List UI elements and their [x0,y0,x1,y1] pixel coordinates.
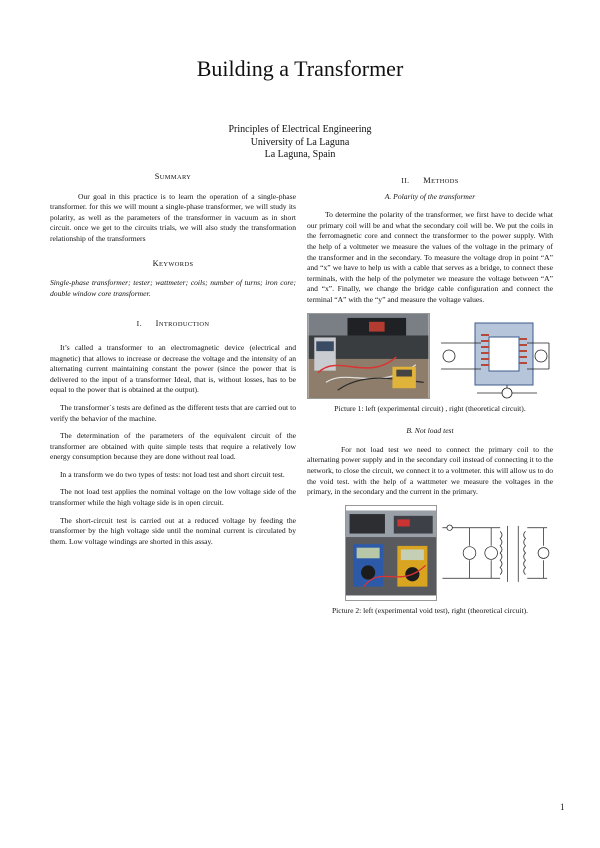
intro-paragraph: It’s called a transformer to an electromagnetic device (electrical and magnetic) that allows to increase or decrease the voltage and the intensity of an alternating current maintaining constant the power (since the power that is delivered to the input of a transformer Ideal, that is, without losses, has to be equal to the power that is obtained at the output). [50,342,296,395]
intro-paragraph: The not load test applies the nominal voltage on the low voltage side of the transformer while the high voltage side is in open circuit. [50,487,296,508]
intro-paragraph: The short-circuit test is carried out at a reduced voltage by feeding the transformer by the high voltage side until the nominal current is circulated by them. Low voltage windings are shorted in this assay. [50,515,296,546]
theoretical-void-circuit-diagram [437,505,551,601]
summary-text: Our goal in this practice is to learn the operation of a single-phase transformer. for this we will mount a single-phase transformer, we will study its polarity, as well as the parameters of the transformer in vacuum as in short circuit. once we get to the circuits trials, we will also study the transformation relationship of the transformers [50,191,296,243]
theoretical-circuit-diagram [437,313,553,399]
intro-paragraph: In a transform we do two types of tests: not load test and short circuit test. [60,469,285,479]
introduction-heading: I. INTRODUCTION [136,319,210,329]
experimental-void-test-photo [345,505,437,601]
figure-2 [345,505,551,601]
left-column [50,172,296,554]
polarity-paragraph: To determine the polarity of the transformer, we first have to decide what our primary coil will be and what the secondary coil will be. We put the coils in the ferromagnetic core and connect the transformer to the power supply. With the help of a voltmeter we measure the values of the voltage in the primary of the transformer and in the secondary. To measure the voltage drop in point “A” and “x” we have to help us with a cable that serves as a bridge, to connect these terminals, with the help of the polymeter we measure the voltage between “A” and “x”. Finally, we change the bridge cable configuration and connect the terminal “A” with the “y” and measure the voltage values. [307,210,553,304]
notload-paragraph: For not load test we need to connect the primary coil to the alternating power supply and in the secondary coil instead of connecting it to the network, to close the circuit, we connect it to a voltmeter. this will allow us to do the void test. with the help of a wattmeter we measure the voltages in the primary, in the secondary and the current in the primary. [307,444,553,497]
figure-2-caption: Picture 2: left (experimental void test), right (theoretical circuit). [331,605,529,615]
right-column [307,176,553,616]
figure-1-caption: Picture 1: left (experimental circuit) , right (theoretical circuit). [334,403,526,413]
keywords-text: Single-phase transformer; tester; wattmeter; coils; number of turns; iron core; double window core transformer. [50,278,296,298]
affiliation-line: University of La Laguna [250,136,350,148]
intro-paragraph: The determination of the parameters of the equivalent circuit of the transformer are obtained with quite simple tests that require a relatively low energy consumption because they are done without real load. [50,431,296,462]
methods-heading: II. METHODS [401,176,459,185]
notload-subheading: B. Not load test [406,426,454,436]
affiliation-line: Principles of Electrical Engineering [228,124,372,135]
paper-title: Building a Transformer [196,56,404,81]
polarity-subheading: A. Polarity of the transformer [384,191,476,201]
intro-paragraph: The transformer´s tests are defined as the different tests that are carried out to verify the behavior of the machine. [50,402,296,423]
summary-heading: SUMMARY [154,172,192,181]
affiliation-line: La Laguna, Spain [264,149,336,160]
page-number: 1 [560,802,565,812]
affiliation-block [0,124,600,162]
keywords-heading: KEYWORDS [152,258,194,268]
figure-1 [307,313,553,399]
experimental-circuit-photo [307,313,430,399]
